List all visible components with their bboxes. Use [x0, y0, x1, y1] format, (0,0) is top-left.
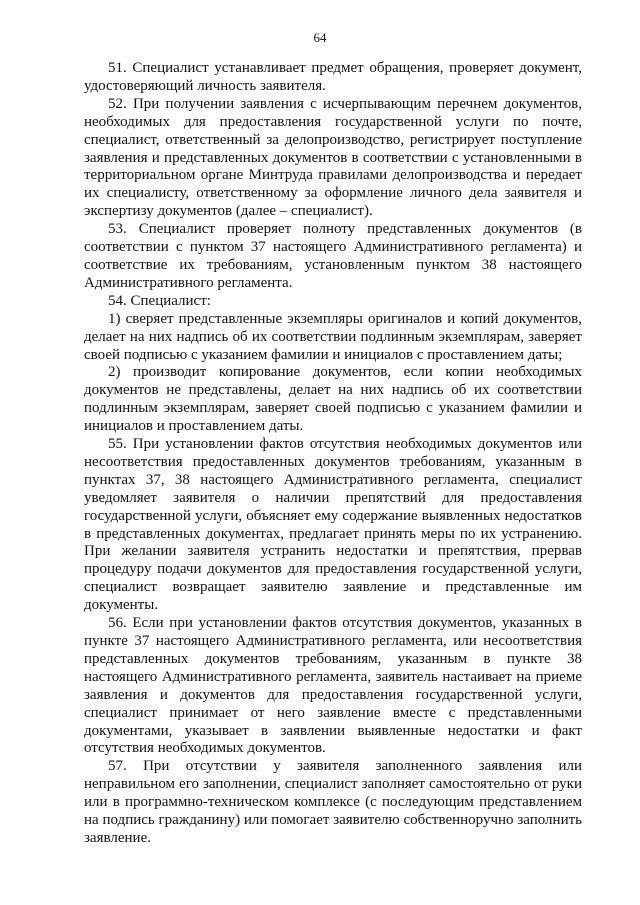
page-number: 64 [313, 30, 327, 45]
paragraph-57: 57. При отсутствии у заявителя заполненного заявления или неправильном его заполнении, специалист заполняет самостоятельно от руки или в программно-техническом комплексе (с последующим представлением на подпись гражданину) или помогает заявителю собственноручно заполнить заявление. [84, 758, 582, 846]
paragraph-56: 56. Если при установлении фактов отсутствия документов, указанных в пункте 37 настоящего Административного регламента, или несоответствия представленных документов требованиям, указанным в пункте 38 настоящего Административного регламента, заявитель настаивает на приеме заявления и документов для предоставления государственной услуги, специалист принимает от него заявление вместе с представленными документами, указывает в заявлении выявленные недостатки и факт отсутствия необходимых документов. [84, 615, 582, 757]
paragraph-55: 55. При установлении фактов отсутствия необходимых документов или несоответствия предоставленных документов требованиям, указанным в пунктах 37, 38 настоящего Административного регламента, специалист уведомляет заявителя о наличии препятствий для предоставления государственной услуги, объясняет ему содержание выявленных недостатков в представленных документах, предлагает принять меры по их устранению. При желании заявителя устранить недостатки и препятствия, прервав процедуру подачи документов для предоставления государственной услуги, специалист возвращает заявителю заявление и представленные им документы. [84, 436, 582, 614]
paragraph-52: 52. При получении заявления с исчерпывающим перечнем документов, необходимых для предоставления государственной услуги по почте, специалист, ответственный за делопроизводство, регистрирует поступление заявления и представленных документов в соответствии с установленными в территориальном органе Минтруда правилами делопроизводства и передает их специалисту, ответственному за оформление личного дела заявителя и экспертизу документов (далее – специалист). [84, 95, 582, 220]
document-body [84, 60, 582, 848]
paragraph-51: 51. Специалист устанавливает предмет обращения, проверяет документ, удостоверяющий личность заявителя. [84, 60, 582, 94]
paragraph-54-item-1: 1) сверяет представленные экземпляры оригиналов и копий документов, делает на них надпись об их соответствии подлинным экземплярам, заверяет своей подписью с указанием фамилии и инициалов с проставлением даты; [84, 310, 582, 363]
paragraph-53: 53. Специалист проверяет полноту представленных документов (в соответствии с пунктом 37 настоящего Административного регламента) и соответствие их требованиям, установленным пунктом 38 настоящего Административного регламента. [84, 221, 582, 291]
paragraph-54: 54. Специалист: [108, 292, 211, 309]
paragraph-54-item-2: 2) производит копирование документов, если копии необходимых документов не представлены, делает на них надпись об их соответствии подлинным экземплярам, заверяет своей подписью с указанием фамилии и инициалов и проставлением даты. [84, 364, 582, 435]
